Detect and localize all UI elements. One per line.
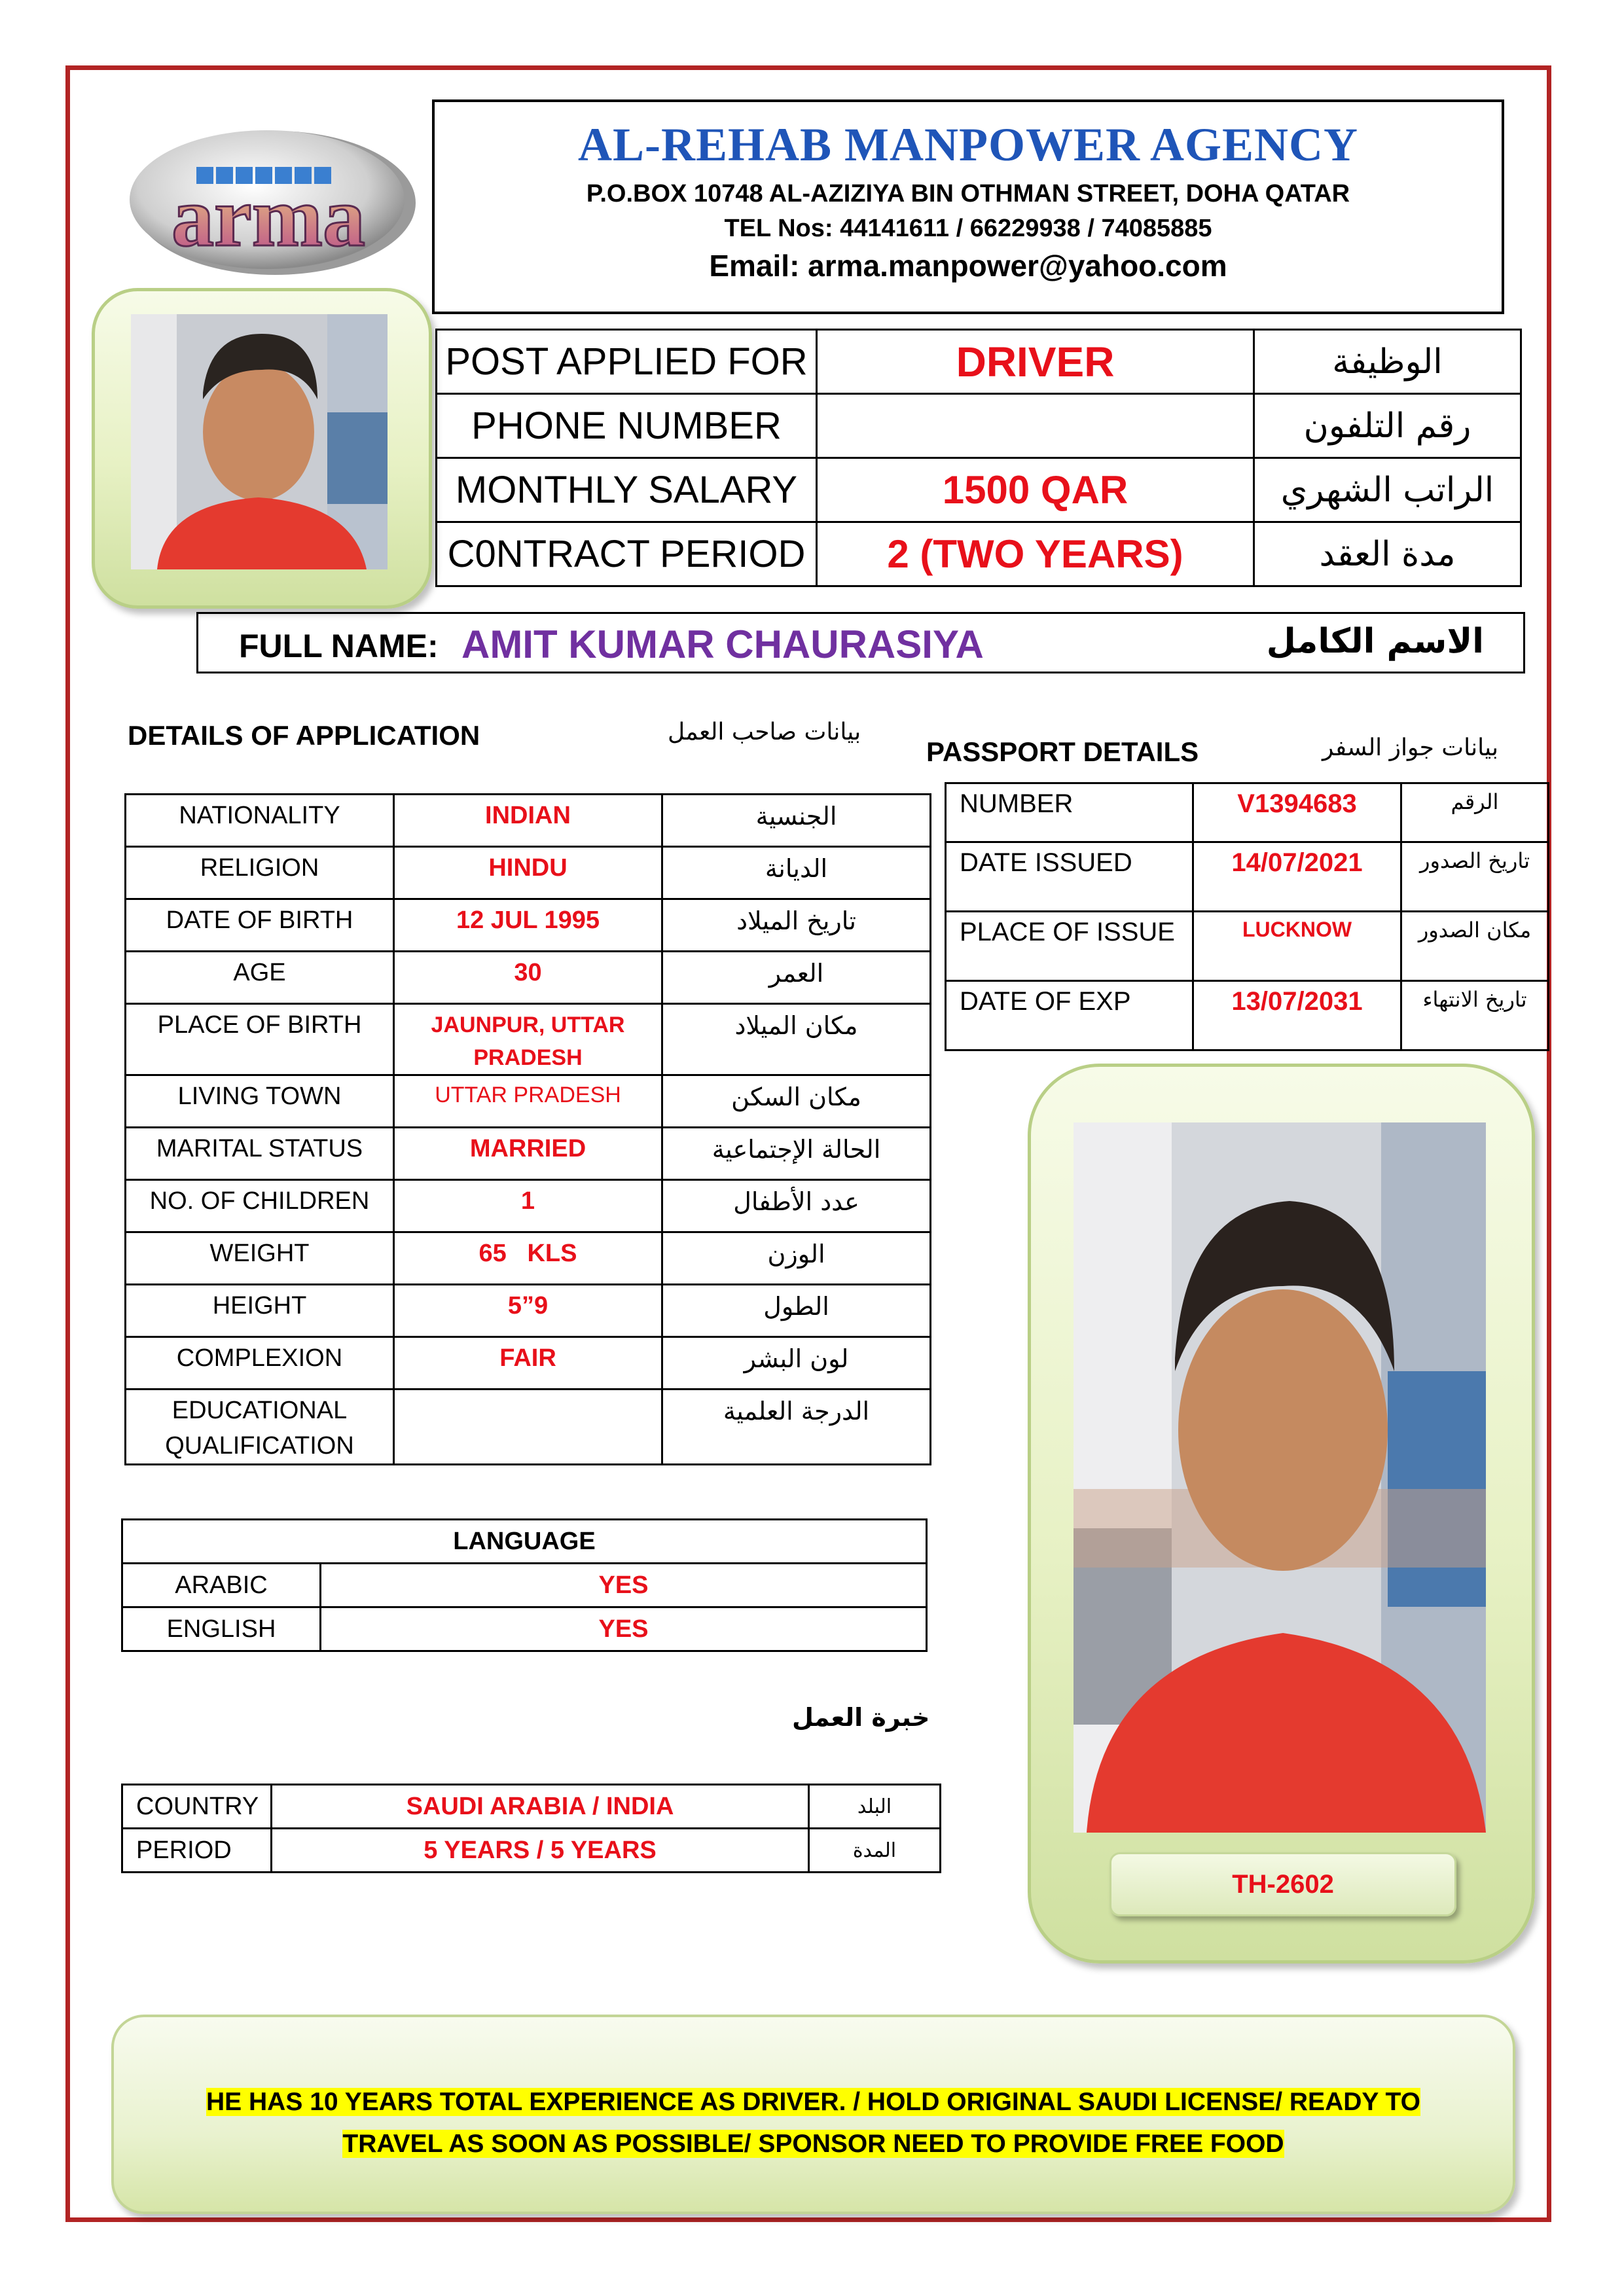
app-label: COMPLEXION [126, 1337, 394, 1390]
table-row [126, 1075, 931, 1128]
passport-label: DATE ISSUED [946, 842, 1193, 912]
table-row [437, 330, 1521, 394]
experience-label: COUNTRY [122, 1785, 272, 1829]
note-text-wrapper [153, 2081, 1473, 2165]
full-name-value: AMIT KUMAR CHAURASIYA [461, 622, 984, 666]
app-arabic: الحالة الإجتماعية [662, 1128, 931, 1180]
table-row [126, 795, 931, 847]
passport-value: LUCKNOW [1193, 912, 1401, 981]
app-arabic: الجنسية [662, 795, 931, 847]
table-row [946, 912, 1549, 981]
table-row [126, 952, 931, 1004]
table-row [122, 1785, 941, 1829]
app-arabic: مكان السكن [662, 1075, 931, 1128]
summary-label: C0NTRACT PERIOD [437, 522, 817, 586]
summary-table [435, 329, 1522, 587]
app-label: MARITAL STATUS [126, 1128, 394, 1180]
table-row [122, 1520, 927, 1564]
passport-label: PLACE OF ISSUE [946, 912, 1193, 981]
salary-value: 1500 QAR [817, 458, 1254, 522]
app-label: DATE OF BIRTH [126, 899, 394, 952]
summary-arabic: الراتب الشهري [1254, 458, 1521, 522]
app-value [394, 1390, 662, 1465]
app-label: LIVING TOWN [126, 1075, 394, 1128]
app-value: JAUNPUR, UTTAR PRADESH [394, 1004, 662, 1075]
language-value: YES [321, 1607, 927, 1651]
app-value: INDIAN [394, 795, 662, 847]
table-row [122, 1607, 927, 1651]
logo-text: arma [171, 170, 365, 264]
table-row [437, 458, 1521, 522]
passport-label: DATE OF EXP [946, 981, 1193, 1050]
experience-title-arabic: خبرة العمل [792, 1703, 930, 1732]
app-label: RELIGION [126, 847, 394, 899]
app-value: FAIR [394, 1337, 662, 1390]
applicant-photo-large [1074, 1122, 1486, 1833]
app-label: WEIGHT [126, 1232, 394, 1285]
table-row [126, 1232, 931, 1285]
summary-arabic: الوظيفة [1254, 330, 1521, 394]
table-row [946, 981, 1549, 1050]
experience-arabic: البلد [809, 1785, 941, 1829]
passport-arabic: مكان الصدور [1401, 912, 1549, 981]
app-value: 1 [394, 1180, 662, 1232]
summary-label: MONTHLY SALARY [437, 458, 817, 522]
passport-arabic: تاريخ الانتهاء [1401, 981, 1549, 1050]
app-arabic: مكان الميلاد [662, 1004, 931, 1075]
experience-arabic: المدة [809, 1829, 941, 1873]
table-row [126, 1390, 931, 1465]
experience-note: HE HAS 10 YEARS TOTAL EXPERIENCE AS DRIVER. / HOLD ORIGINAL SAUDI LICENSE/ READY TO TRAVEL AS SOON AS POSSIBLE/ SPONSOR NEED TO PROVIDE FREE FOOD [206, 2088, 1420, 2158]
app-arabic: تاريخ الميلاد [662, 899, 931, 952]
passport-title-arabic: بيانات جواز السفر [1322, 734, 1499, 761]
passport-label: NUMBER [946, 783, 1193, 842]
agency-address: P.O.BOX 10748 AL-AZIZIYA BIN OTHMAN STREET, DOHA QATAR [586, 180, 1350, 207]
app-label: NO. OF CHILDREN [126, 1180, 394, 1232]
language-value: YES [321, 1564, 927, 1607]
app-arabic: الدرجة العلمية [662, 1390, 931, 1465]
app-label: NATIONALITY [126, 795, 394, 847]
summary-arabic: رقم التلفون [1254, 394, 1521, 458]
table-row [126, 1128, 931, 1180]
experience-label: PERIOD [122, 1829, 272, 1873]
passport-value: 14/07/2021 [1193, 842, 1401, 912]
app-value: UTTAR PRADESH [394, 1075, 662, 1128]
app-label: AGE [126, 952, 394, 1004]
table-row [437, 522, 1521, 586]
table-row [126, 899, 931, 952]
passport-arabic: الرقم [1401, 783, 1549, 842]
full-name-box [196, 612, 1525, 673]
experience-value: SAUDI ARABIA / INDIA [272, 1785, 809, 1829]
passport-title: PASSPORT DETAILS [926, 736, 1199, 767]
table-row [126, 1337, 931, 1390]
language-title: LANGUAGE [122, 1520, 927, 1564]
app-arabic: العمر [662, 952, 931, 1004]
passport-value: 13/07/2031 [1193, 981, 1401, 1050]
reference-code-tab: TH-2602 [1110, 1852, 1456, 1916]
table-row [946, 842, 1549, 912]
language-label: ENGLISH [122, 1607, 321, 1651]
experience-table [121, 1784, 941, 1873]
table-row [126, 1285, 931, 1337]
table-row [126, 847, 931, 899]
passport-table [945, 782, 1549, 1051]
agency-logo [118, 121, 425, 291]
full-name-label: FULL NAME: [239, 628, 439, 664]
applicant-photo-small [131, 314, 388, 569]
table-row [122, 1564, 927, 1607]
experience-value: 5 YEARS / 5 YEARS [272, 1829, 809, 1873]
table-row [126, 1180, 931, 1232]
application-title: DETAILS OF APPLICATION [128, 720, 480, 751]
passport-value: V1394683 [1193, 783, 1401, 842]
agency-email: Email: arma.manpower@yahoo.com [709, 249, 1227, 283]
agency-name: AL-REHAB MANPOWER AGENCY [577, 118, 1359, 171]
app-arabic: عدد الأطفال [662, 1180, 931, 1232]
table-row [126, 1004, 931, 1075]
summary-label: POST APPLIED FOR [437, 330, 817, 394]
table-row [946, 783, 1549, 842]
agency-header [432, 99, 1504, 314]
app-label: EDUCATIONAL QUALIFICATION [126, 1390, 394, 1465]
app-value: 5”9 [394, 1285, 662, 1337]
post-value: DRIVER [817, 330, 1254, 394]
app-value: HINDU [394, 847, 662, 899]
note-box [111, 2015, 1515, 2214]
app-value: 12 JUL 1995 [394, 899, 662, 952]
table-row [437, 394, 1521, 458]
application-title-arabic: بيانات صاحب العمل [668, 719, 861, 745]
phone-value [817, 394, 1254, 458]
app-label: HEIGHT [126, 1285, 394, 1337]
full-name-arabic: الاسم الكامل [1266, 622, 1484, 661]
language-label: ARABIC [122, 1564, 321, 1607]
agency-phone: TEL Nos: 44141611 / 66229938 / 74085885 [724, 215, 1212, 242]
application-table [124, 793, 931, 1465]
language-table [121, 1518, 928, 1652]
contract-value: 2 (TWO YEARS) [817, 522, 1254, 586]
app-value: 65 KLS [394, 1232, 662, 1285]
app-arabic: لون البشر [662, 1337, 931, 1390]
app-arabic: الديانة [662, 847, 931, 899]
app-arabic: الوزن [662, 1232, 931, 1285]
app-label: PLACE OF BIRTH [126, 1004, 394, 1075]
passport-arabic: تاريخ الصدور [1401, 842, 1549, 912]
app-value: 30 [394, 952, 662, 1004]
app-value: MARRIED [394, 1128, 662, 1180]
table-row [122, 1829, 941, 1873]
summary-label: PHONE NUMBER [437, 394, 817, 458]
summary-arabic: مدة العقد [1254, 522, 1521, 586]
app-arabic: الطول [662, 1285, 931, 1337]
